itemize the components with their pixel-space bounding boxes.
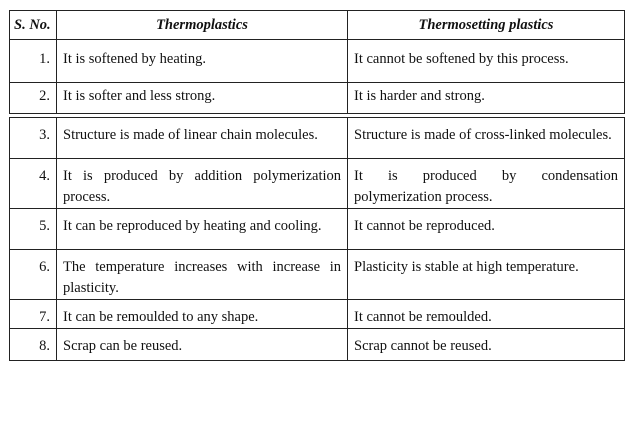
thermosetting-cell: It cannot be reproduced.	[348, 209, 625, 250]
row-number: 2.	[10, 83, 57, 114]
thermoplastics-cell: It is softer and less strong.	[57, 83, 348, 114]
thermoplastics-cell: The temperature increases with increase in plasticity.	[57, 250, 348, 300]
table-row	[10, 209, 625, 250]
header-thermoplastics: Thermoplastics	[57, 11, 348, 40]
header-sno: S. No.	[10, 11, 57, 40]
row-number: 3.	[10, 118, 57, 159]
thermosetting-cell: It cannot be softened by this process.	[348, 40, 625, 83]
thermosetting-cell: It is harder and strong.	[348, 83, 625, 114]
row-number: 5.	[10, 209, 57, 250]
row-number: 6.	[10, 250, 57, 300]
thermoplastics-cell: Scrap can be reused.	[57, 329, 348, 361]
table-row	[10, 250, 625, 300]
row-number: 1.	[10, 40, 57, 83]
table-row	[10, 83, 625, 114]
thermoplastics-cell: It is softened by heating.	[57, 40, 348, 83]
table-row	[10, 159, 625, 209]
thermosetting-cell: Structure is made of cross-linked molecules.	[348, 118, 625, 159]
table-row	[10, 300, 625, 329]
thermosetting-cell: Scrap cannot be reused.	[348, 329, 625, 361]
table-row	[10, 118, 625, 159]
comparison-table-top	[9, 10, 625, 114]
row-number: 7.	[10, 300, 57, 329]
row-number: 4.	[10, 159, 57, 209]
row-number: 8.	[10, 329, 57, 361]
table-row	[10, 329, 625, 361]
thermoplastics-cell: It can be remoulded to any shape.	[57, 300, 348, 329]
thermoplastics-cell: It is produced by addition polymerization process.	[57, 159, 348, 209]
thermosetting-cell: Plasticity is stable at high temperature.	[348, 250, 625, 300]
header-thermosetting: Thermosetting plastics	[348, 11, 625, 40]
thermoplastics-cell: Structure is made of linear chain molecules.	[57, 118, 348, 159]
thermosetting-cell: It is produced by condensation polymerization process.	[348, 159, 625, 209]
header-row	[10, 11, 625, 40]
thermoplastics-cell: It can be reproduced by heating and cooling.	[57, 209, 348, 250]
comparison-table-bottom	[9, 117, 625, 361]
thermosetting-cell: It cannot be remoulded.	[348, 300, 625, 329]
table-row	[10, 40, 625, 83]
